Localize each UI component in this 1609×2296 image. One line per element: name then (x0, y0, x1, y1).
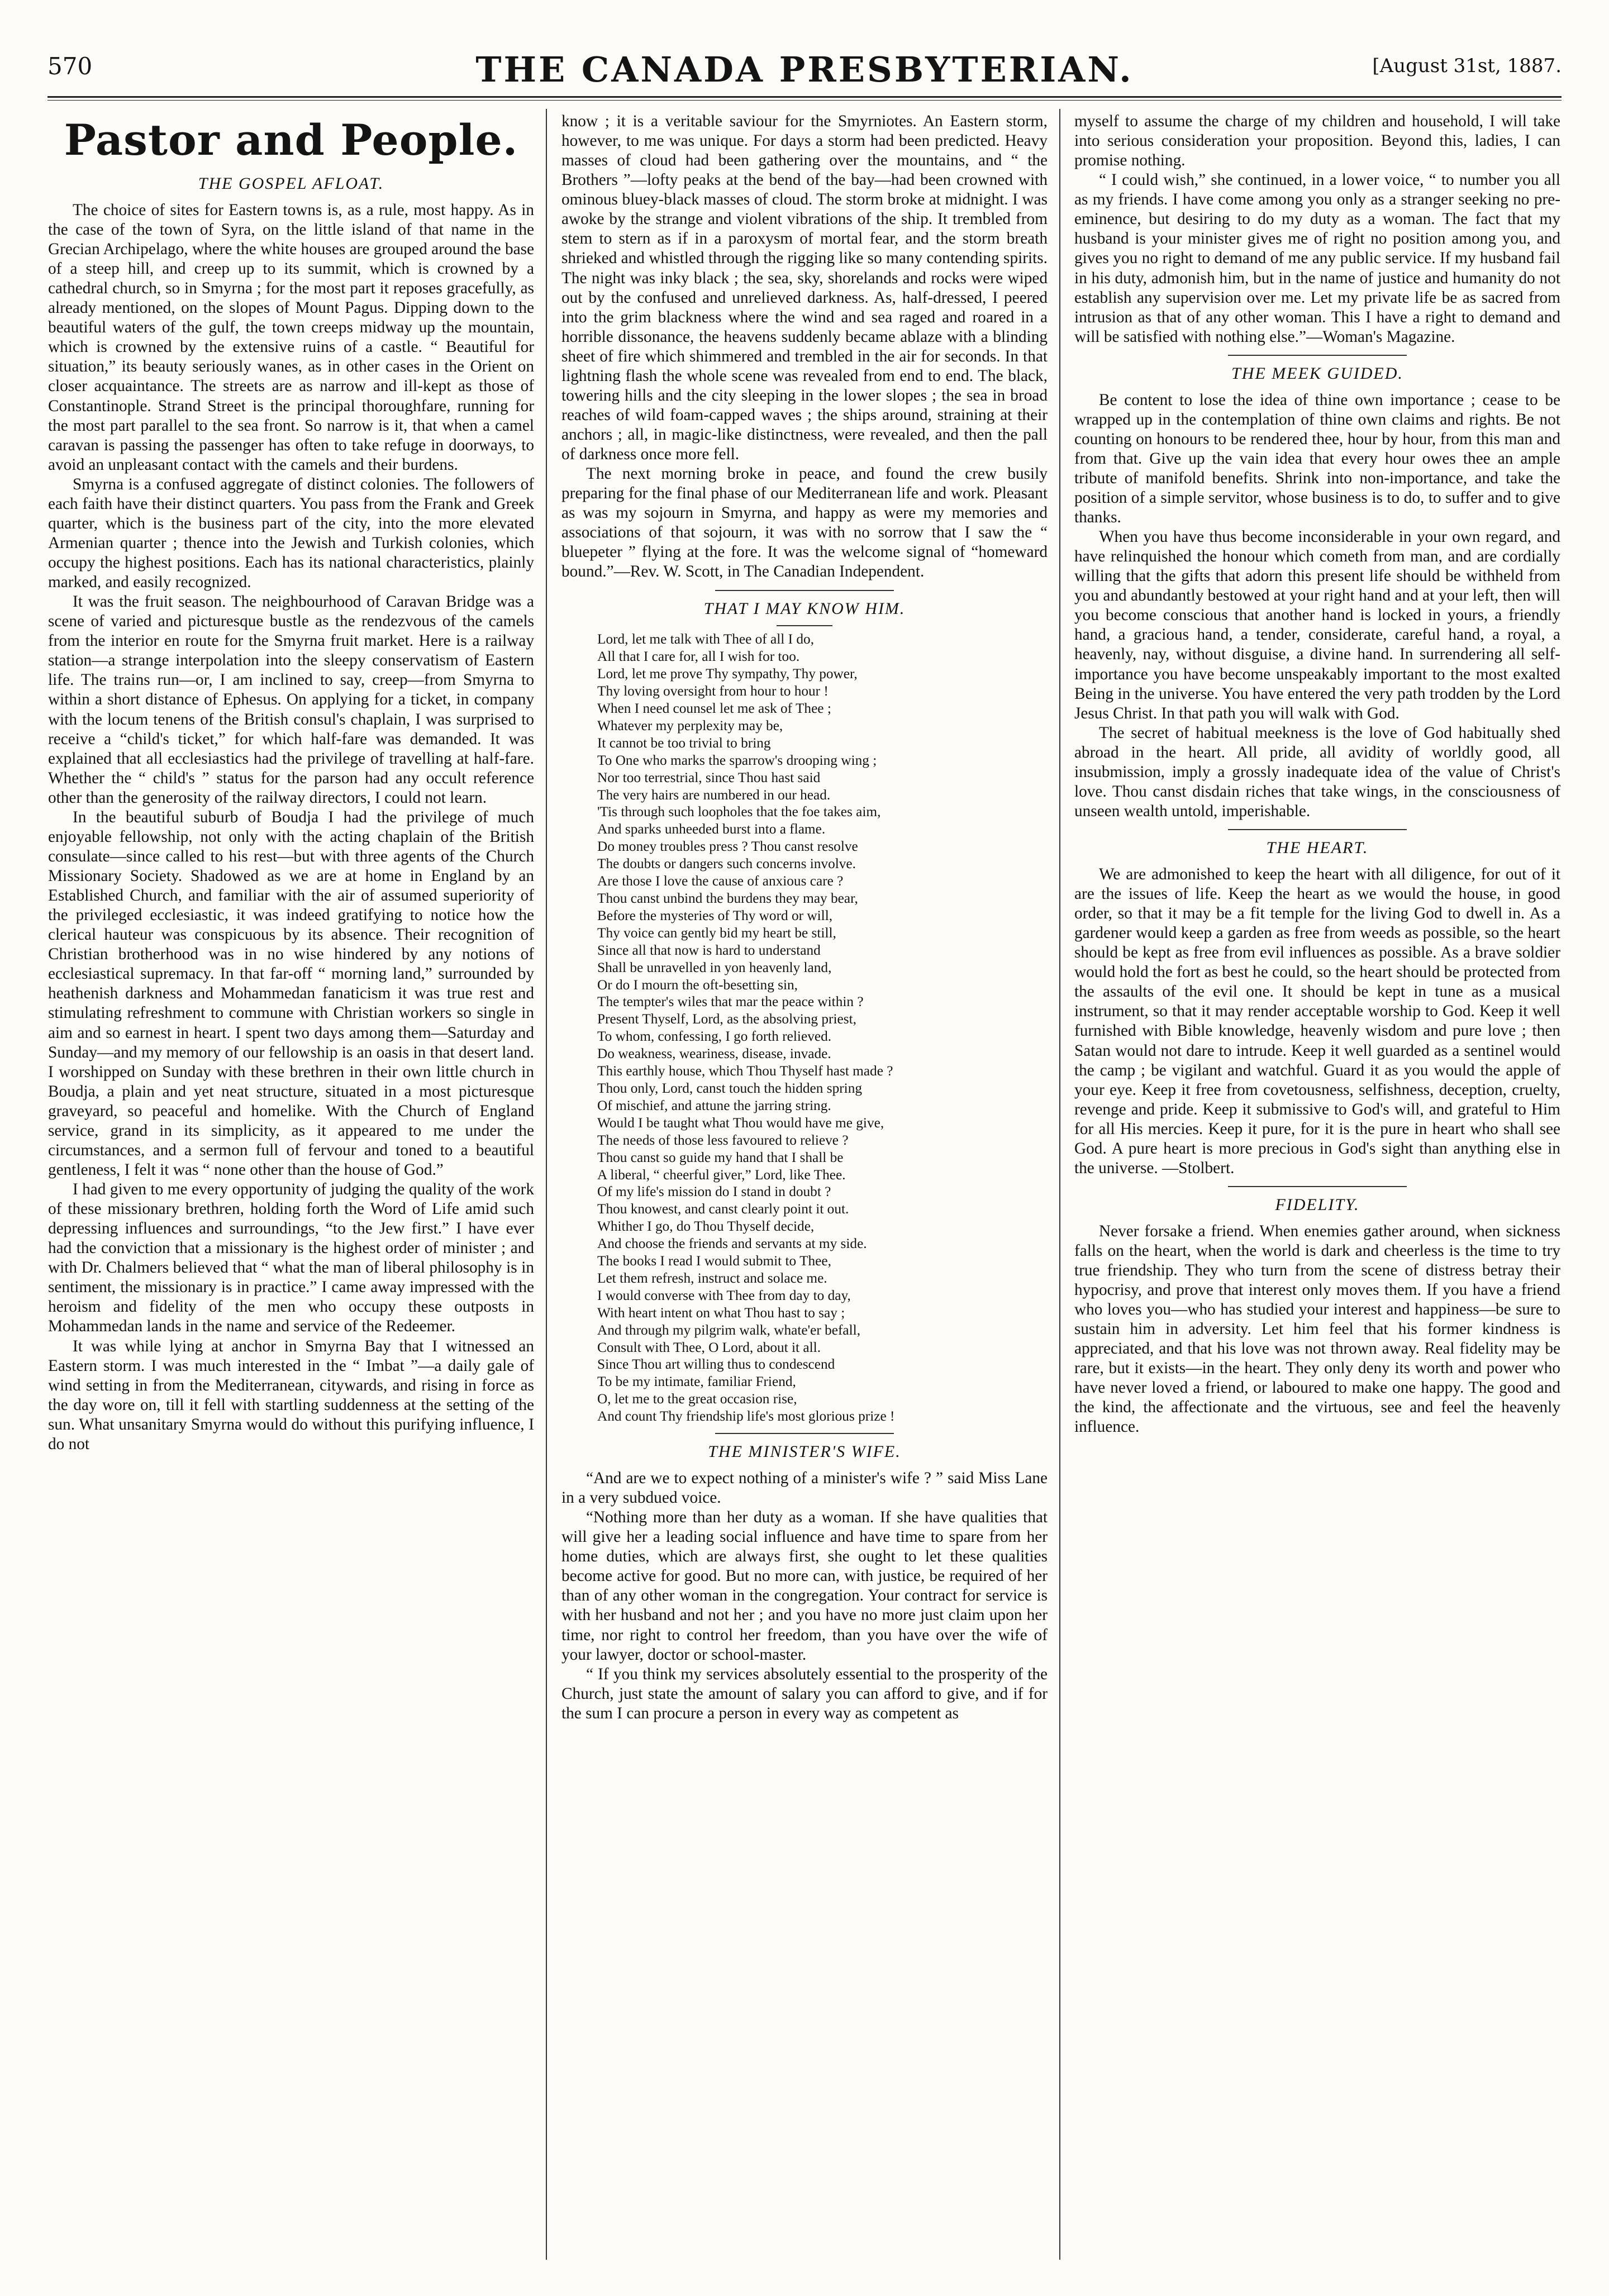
column-divider (546, 109, 547, 2260)
article-separator (1228, 829, 1407, 830)
poem-line: O, let me to the great occasion rise, (597, 1391, 797, 1407)
paragraph: When you have thus become inconsiderable in your own regard, and have relinquished the honour which cometh from man, and are cordially willing that the gifts that adorn this present life should be withheld from you and abundantly bestowed at your right hand and at your left, then will you become conscious that another hand is locked in yours, a friendly hand, a gracious hand, a tender, considerate, careful hand, a royal, a heavenly, nay, without disguise, a divine hand. In surrendering all self-importance you have become unspeakably important to the most exalted Being in the universe. You have entered the very path trodden by the Lord Jesus Christ. In that path you will walk with God. (1074, 528, 1560, 722)
poem-line: With heart intent on what Thou hast to say ; (597, 1304, 845, 1321)
poem-line: To One who marks the sparrow's drooping wing ; (597, 752, 877, 768)
poem-line: Thy voice can gently bid my heart be still, (597, 925, 836, 941)
poem-line: To be my intimate, familiar Friend, (597, 1374, 796, 1390)
poem-line: Are those I love the cause of anxious care ? (597, 873, 844, 889)
poem (597, 631, 1048, 1425)
article-heading-ministers-wife: THE MINISTER'S WIFE. (708, 1442, 901, 1461)
paragraph: We are admonished to keep the heart with all diligence, for out of it are the issues of life. Keep the heart as we would the house, in good order, so that it may be a fit temple for the living God to dwell in. As a gardener would keep a garden as free from weeds as possible, so the heart should be kept as free from evil influences as possible. As a brave soldier would hold the fort as best he could, so the heart should be protected from the assaults of the evil one. It should be kept in tune as a musical instrument, so that it may render acceptable worship to God. Keep it well furnished with Bible knowledge, heavenly wisdom and pure love ; then Satan would not dare to intrude. Keep it well guarded as a sentinel would the camp ; be vigilant and watchful. Guard it as you would the apple of your eye. Keep it free from covetousness, selfishness, deception, cruelty, revenge and pride. Keep it submissive to God's will, and grateful to Him for all His mercies. Keep it pure, for it is the pure in heart who shall see God. A pure heart is more precious in God's sight than anything else in the universe. —Stolbert. (1074, 865, 1560, 1177)
poem-line: A liberal, “ cheerful giver,” Lord, like Thee. (597, 1166, 846, 1183)
article-separator (715, 590, 894, 591)
poem-line: The needs of those less favoured to relieve ? (597, 1132, 849, 1148)
column-1 (48, 112, 534, 2262)
poem-line: The books I read I would submit to Thee, (597, 1253, 831, 1269)
paragraph: It was the fruit season. The neighbourhood of Caravan Bridge was a scene of varied and picturesque bustle as the rendezvous of the camels from the interior en route for the Smyrna fruit market. Here is a railway station—a strange interpolation into the sleepy conservatism of Eastern life. The trains run—or, I am inclined to say, creep—from Smyrna to within a short distance of Ephesus. On applying for a ticket, in company with the locum tenens of the British consul's chaplain, I was surprised to receive a “child's ticket,” for which half-fare was demanded. It was explained that all ecclesiastics had the privilege of travelling at half-fare. Whether the “ child's ” status for the parson had any occult reference other than the generosity of the railway directors, I could not learn. (48, 593, 534, 807)
paragraph: In the beautiful suburb of Boudja I had the privilege of much enjoyable fellowship, not only with the acting chaplain of the British consulate—since called to his rest—but with three agents of the Church Missionary Society. Shadowed as we are at home in England by an Established Church, and familiar with the air of assumed superiority of the privileged ecclesiastic, it was indeed gratifying to notice how the clerical hauteur was conspicuous by its absence. Their recognition of Christian brotherhood was in no wise hindered by any notions of ecclesiastical supremacy. In that far-off “ morning land,” surrounded by heathenish darkness and Mohammedan fanaticism it was true rest and stimulating refreshment to commune with Christian workers so single in aim and so earnest in heart. I spent two days among them—Saturday and Sunday—and my memory of our fellowship is an oasis in that desert land. I worshipped on Sunday with these brethren in their own little church in Boudja, a plain and yet neat structure, situated in a most picturesque graveyard, so peaceful and homelike. With the Church of England service, grand in its simplicity, as it appeared to me under the circumstances, and a sermon full of fervour and toned to a beautiful gentleness, I felt it was “ none other than the house of God.” (48, 808, 534, 1179)
masthead (47, 49, 1562, 93)
poem-line: The tempter's wiles that mar the peace within ? (597, 994, 864, 1010)
paragraph: Smyrna is a confused aggregate of distinct colonies. The followers of each faith have their distinct quarters. You pass from the Frank and Greek quarter, which is the business part of the city, into the more elevated Armenian quarter ; thence into the Jewish and Turkish colonies, which occupy the highest positions. Each has its national characteristics, plainly marked, and easily recognized. (48, 475, 534, 592)
poem-line: And through my pilgrim walk, whate'er befall, (597, 1322, 861, 1338)
poem-line: When I need counsel let me ask of Thee ; (597, 701, 831, 717)
poem-line: Thy loving oversight from hour to hour ! (597, 683, 829, 699)
paragraph: “And are we to expect nothing of a minister's wife ? ” said Miss Lane in a very subdued voice. (561, 1469, 1048, 1507)
poem-line: Thou only, Lord, canst touch the hidden spring (597, 1080, 862, 1096)
paragraph: Be content to lose the idea of thine own importance ; cease to be wrapped up in the contemplation of thine own claims and rights. Be not counting on honours to be rendered thee, hour by hour, from this man and from that. Give up the vain idea that every hour owes thee an ample tribute of manifold benefits. Shrink into non-importance, and take the position of a simple servitor, whose business is to do, to suffer and to give thanks. (1074, 390, 1560, 527)
heading-rule (777, 625, 832, 626)
poem-line: Thou knowest, and canst clearly point it out. (597, 1201, 849, 1217)
poem-line: Whither I go, do Thou Thyself decide, (597, 1218, 815, 1235)
page-number: 570 (47, 53, 93, 80)
paragraph: The secret of habitual meekness is the love of God habitually shed abroad in the heart. All pride, all avidity of worldly good, all insubmission, imply a grossly inadequate idea of the value of Christ's love. Thou canst disdain riches that take wings, in the consciousness of unseen wealth untold, imperishable. (1074, 723, 1560, 820)
poem-line: 'Tis through such loopholes that the foe takes aim, (597, 804, 881, 820)
poem-line: To whom, confessing, I go forth relieved. (597, 1028, 832, 1045)
paragraph: “Nothing more than her duty as a woman. If she have qualities that will give her a leading social influence and have time to spare from her home duties, which are always first, she ought to let these qualities become active for good. But no more can, with justice, be required of her than of any other woman in the congregation. Your contract for service is with her husband and not her ; and you have no more just claim upon her time, nor right to control her freedom, than you have over the wife of your lawyer, doctor or school-master. (561, 1508, 1048, 1664)
article-separator (1228, 1186, 1407, 1187)
poem-line: Present Thyself, Lord, as the absolving priest, (597, 1011, 856, 1027)
poem-line: Or do I mourn the oft-besetting sin, (597, 976, 798, 993)
paragraph: The choice of sites for Eastern towns is, as a rule, most happy. As in the case of the town of Syra, on the little island of that name in the Grecian Archipelago, where the white houses are grouped around the base of a steep hill, and creep up to its summit, which is crowned by a cathedral church, so in Smyrna ; for the most part it reposes gracefully, as already mentioned, on the slopes of Mount Pagus. Dipping down to the beautiful waters of the gulf, the town creeps midway up the mountain, which is crowned by the extensive ruins of a castle. “ Beautiful for situation,” its beauty seriously wanes, as in other cases in the Orient on closer acquaintance. The streets are as narrow and ill-kept as those of Constantinople. Strand Street is the principal thoroughfare, running for the most part parallel to the sea front. So narrow is it, that when a camel caravan is passing the passenger has often to take refuge in doorways, to avoid an unpleasant contact with the camels and their burdens. (48, 201, 534, 474)
poem-line: I would converse with Thee from day to day, (597, 1287, 851, 1303)
poem-line: The doubts or dangers such concerns involve. (597, 856, 856, 872)
poem-line: Thou canst unbind the burdens they may bear, (597, 890, 858, 906)
paragraph: “ I could wish,” she continued, in a lower voice, “ to number you all as my friends. I have come among you only as a stranger seeking no pre-eminence, but desiring to do my duty as a woman. The fact that my husband is your minister gives me of right no position among you, and gives you no right to demand of me any public service. If my husband fail in his duty, admonish him, but in the name of justice and humanity do not establish any supervision over me. Let my private life be as sacred from intrusion as that of any other woman. This I have a right to demand and will be satisfied with nothing else.”—Woman's Magazine. (1074, 171, 1560, 346)
article-heading-fidelity: FIDELITY. (1275, 1195, 1360, 1214)
publication-title: THE CANADA PRESBYTERIAN. (475, 49, 1134, 90)
article-heading-gospel-afloat: THE GOSPEL AFLOAT. (198, 174, 384, 193)
poem-line: Before the mysteries of Thy word or will, (597, 907, 833, 923)
poem-line: Shall be unravelled in yon heavenly land, (597, 959, 832, 975)
masthead-rule (47, 96, 1562, 98)
article-separator (715, 1433, 894, 1434)
poem-line: This earthly house, which Thou Thyself hast made ? (597, 1063, 893, 1079)
poem-line: Thou canst so guide my hand that I shall be (597, 1149, 844, 1165)
poem-line: Of mischief, and attune the jarring string. (597, 1097, 831, 1113)
column-2 (561, 112, 1048, 2262)
poem-line: Since Thou art willing thus to condescend (597, 1356, 835, 1373)
poem-line: And count Thy friendship life's most glorious prize ! (597, 1408, 895, 1425)
poem-line: Consult with Thee, O Lord, about it all. (597, 1339, 821, 1355)
paragraph: It was while lying at anchor in Smyrna Bay that I witnessed an Eastern storm. I was much interested in the “ Imbat ”—a daily gale of wind setting in from the Mediterranean, citywards, and rising in force as the day wore on, till it fell with startling suddenness at the setting of the sun. What unsanitary Smyrna would do without this purifying influence, I do not (48, 1337, 534, 1453)
poem-line: And choose the friends and servants at my side. (597, 1236, 867, 1252)
poem-line: All that I care for, all I wish for too. (597, 649, 800, 665)
poem-line: Lord, let me talk with Thee of all I do, (597, 631, 815, 647)
poem-line: Whatever my perplexity may be, (597, 717, 783, 733)
poem-line: Of my life's mission do I stand in doubt ? (597, 1184, 831, 1200)
poem-line: Would I be taught what Thou would have me give, (597, 1114, 884, 1131)
poem-line: The very hairs are numbered in our head. (597, 787, 831, 803)
poem-line: It cannot be too trivial to bring (597, 735, 771, 751)
article-heading-meek-guided: THE MEEK GUIDED. (1231, 364, 1403, 383)
poem-line: Nor too terrestrial, since Thou hast said (597, 769, 821, 785)
article-heading-the-heart: THE HEART. (1266, 839, 1369, 858)
column-divider (1059, 109, 1060, 2260)
poem-line: Let them refresh, instruct and solace me. (597, 1270, 827, 1286)
paragraph: I had given to me every opportunity of judging the quality of the work of these missionary brethren, holding forth the Word of Life amid such depressing influences and surroundings, “to the Jew first.” I have ever had the conviction that a missionary is the highest order of minister ; and with Dr. Chalmers believed that “ what the man of liberal philosophy is in sentiment, the missionary is in practice.” I came away impressed with the heroism and fidelity of the men who occupy these outposts in Mohammedan lands in the name and service of the Redeemer. (48, 1180, 534, 1336)
poem-line: Do weakness, weariness, disease, invade. (597, 1046, 831, 1062)
article-separator (1228, 355, 1407, 356)
poem-line: Since all that now is hard to understand (597, 942, 821, 958)
issue-date: [August 31st, 1887. (1372, 55, 1562, 77)
paragraph: know ; it is a veritable saviour for the Smyrniotes. An Eastern storm, however, to me was unique. For days a storm had been predicted. Heavy masses of cloud had been gathering over the mountains, and “ the Brothers ”—lofty peaks at the bend of the bay—had been crowned with ominous bluey-black masses of cloud. The storm broke at midnight. I was awoke by the strange and violent vibrations of the ship. It trembled from stem to stern as if in a paroxysm of mortal fear, and the storm breath shrieked and whistled through the rigging like so many contending spirits. The night was inky black ; the sea, sky, shorelands and rocks were wiped out by the confused and unrelieved darkness. As, half-dressed, I peered into the grim blackness where the wind and sea raged and roared in a horrible dissonance, the heavens suddenly became ablaze with a blinding sheet of fire which shimmered and trembled in the air for seconds. In that lightning flash the whole scene was revealed from end to end. The black, towering hills and the city sleeping in the lower slopes ; the sea in broad reaches of wild foam-capped waves ; the ships around, straining at their anchors ; all, in magic-like distinctness, were revealed, and then the pall of darkness once more fell. (561, 112, 1048, 464)
masthead-rule-thin (47, 100, 1562, 101)
poem-line: Do money troubles press ? Thou canst resolve (597, 839, 858, 855)
poem-line: And sparks unheeded burst into a flame. (597, 821, 826, 837)
paragraph: myself to assume the charge of my children and household, I will take into serious consideration your proposition. Beyond this, ladies, I can promise nothing. (1074, 112, 1560, 170)
poem-line: Lord, let me prove Thy sympathy, Thy power, (597, 666, 858, 682)
paragraph: Never forsake a friend. When enemies gather around, when sickness falls on the heart, when the world is dark and cheerless is the time to try true friendship. They who turn from the scene of distress betray their hypocrisy, and prove that interest only moves them. If you have a friend who loves you—who has studied your interest and happiness—be sure to sustain him in adversity. Let him feel that his former kindness is appreciated, and that his love was not thrown away. Real fidelity may be rare, but it exists—in the heart. They only deny its worth and power who have never loved a friend, or laboured to make one happy. The good and the kind, the affectionate and the virtuous, see and feel the heavenly influence. (1074, 1222, 1560, 1436)
article-heading-that-i-may-know-him: THAT I MAY KNOW HIM. (703, 599, 906, 618)
section-title: Pastor and People. (64, 115, 518, 165)
paragraph: “ If you think my services absolutely essential to the prosperity of the Church, just state the amount of salary you can afford to give, and if for the sum I can procure a person in every way as competent as (561, 1665, 1048, 1722)
column-3 (1074, 112, 1560, 2262)
paragraph: The next morning broke in peace, and found the crew busily preparing for the final phase of our Mediterranean life and work. Pleasant as was my sojourn in Smyrna, and happy as were my memories and associations of that sojourn, it was with no sorrow that I saw the “ bluepeter ” flying at the fore. It was the welcome signal of “homeward bound.”—Rev. W. Scott, in The Canadian Independent. (561, 465, 1048, 581)
